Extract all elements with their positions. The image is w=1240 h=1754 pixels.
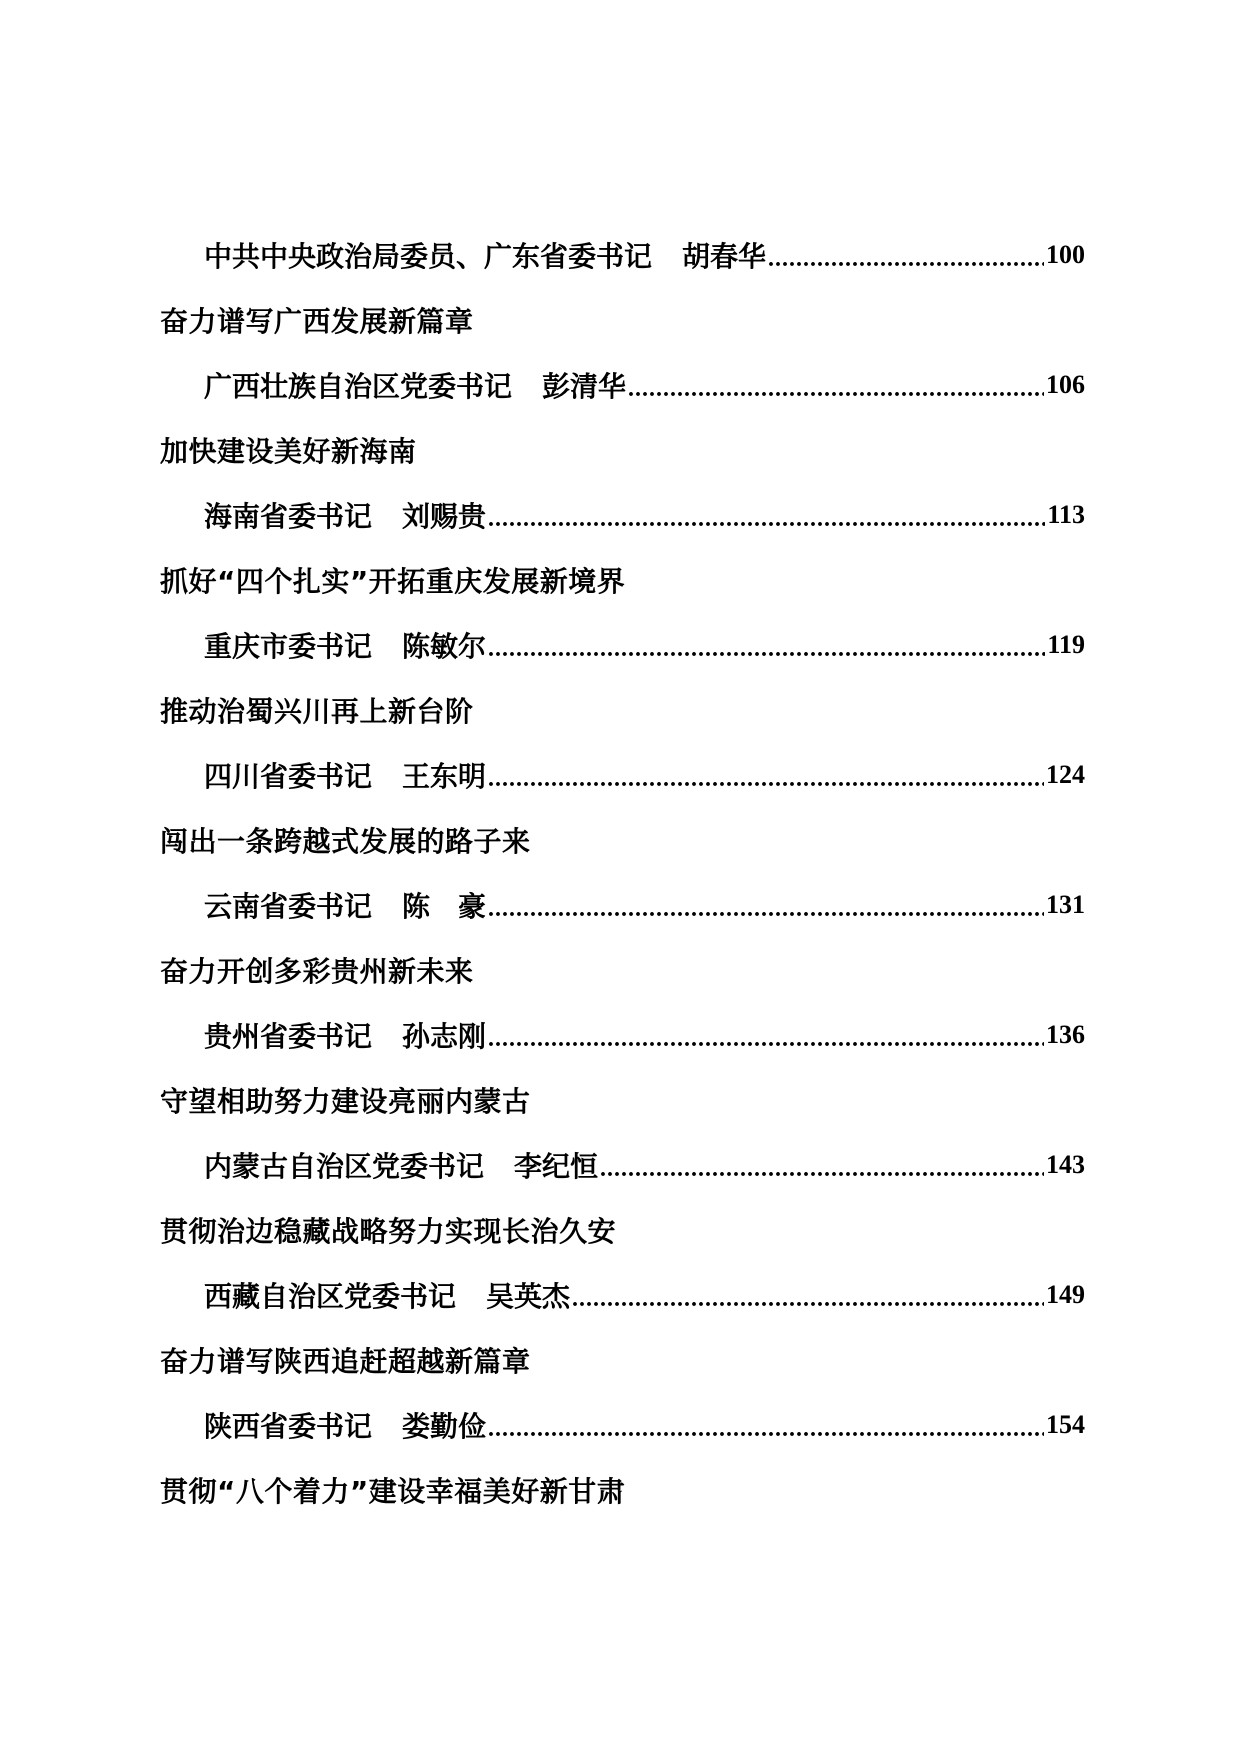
toc-page-number: 100	[1046, 239, 1085, 269]
leader-dots	[768, 246, 1044, 287]
toc-entry-title[interactable]: 推动治蜀兴川再上新台阶	[160, 694, 474, 728]
toc-page-number: 119	[1047, 629, 1085, 659]
toc-author-line[interactable]	[160, 1002, 1085, 1067]
toc-page-number: 149	[1046, 1279, 1085, 1309]
toc-author: 内蒙古自治区党委书记 李纪恒	[204, 1149, 599, 1183]
toc-entry-title[interactable]: 抓好“四个扎实”开拓重庆发展新境界	[160, 564, 626, 598]
toc-author-line[interactable]	[160, 482, 1085, 547]
leader-dots	[600, 1156, 1044, 1197]
toc-author-line[interactable]	[160, 612, 1085, 677]
toc-author-line[interactable]	[160, 742, 1085, 807]
leader-dots	[488, 636, 1045, 677]
leader-dots	[488, 1416, 1044, 1457]
toc-page-number: 143	[1046, 1149, 1085, 1179]
leader-dots	[572, 1286, 1044, 1327]
toc-author: 四川省委书记 王东明	[204, 759, 487, 793]
toc-page-number: 131	[1046, 889, 1085, 919]
toc-page-number: 113	[1047, 499, 1085, 529]
toc-entry-title[interactable]: 加快建设美好新海南	[160, 434, 417, 468]
toc-entry-title[interactable]: 奋力谱写广西发展新篇章	[160, 304, 474, 338]
toc-entry-title[interactable]: 守望相助努力建设亮丽内蒙古	[160, 1084, 531, 1118]
toc-page-number: 106	[1046, 369, 1085, 399]
leader-dots	[488, 1026, 1044, 1067]
toc-author: 广西壮族自治区党委书记 彭清华	[204, 369, 627, 403]
toc-author: 贵州省委书记 孙志刚	[204, 1019, 487, 1053]
leader-dots	[488, 896, 1044, 937]
toc-author: 海南省委书记 刘赐贵	[204, 499, 487, 533]
toc-page-number: 154	[1046, 1409, 1085, 1439]
toc-entry-title[interactable]: 贯彻“八个着力”建设幸福美好新甘肃	[160, 1474, 626, 1508]
toc-author-line[interactable]	[160, 1262, 1085, 1327]
toc-entry-title[interactable]: 奋力开创多彩贵州新未来	[160, 954, 474, 988]
toc-page-number: 136	[1046, 1019, 1085, 1049]
toc-author-line[interactable]	[160, 222, 1085, 287]
toc-page-number: 124	[1046, 759, 1085, 789]
leader-dots	[488, 766, 1044, 807]
toc-entry-title[interactable]: 闯出一条跨越式发展的路子来	[160, 824, 531, 858]
toc-author: 西藏自治区党委书记 吴英杰	[204, 1279, 571, 1313]
toc-author-line[interactable]	[160, 1132, 1085, 1197]
table-of-contents	[160, 222, 1085, 1522]
toc-author: 陕西省委书记 娄勤俭	[204, 1409, 487, 1443]
leader-dots	[628, 376, 1044, 417]
toc-entry-title[interactable]: 奋力谱写陕西追赶超越新篇章	[160, 1344, 531, 1378]
toc-author-line[interactable]	[160, 872, 1085, 937]
leader-dots	[488, 506, 1045, 547]
toc-author: 重庆市委书记 陈敏尔	[204, 629, 487, 663]
toc-entry-title[interactable]: 贯彻治边稳藏战略努力实现长治久安	[160, 1214, 617, 1248]
toc-author: 中共中央政治局委员、广东省委书记 胡春华	[204, 239, 767, 273]
toc-author: 云南省委书记 陈 豪	[204, 889, 487, 923]
toc-author-line[interactable]	[160, 1392, 1085, 1457]
toc-author-line[interactable]	[160, 352, 1085, 417]
